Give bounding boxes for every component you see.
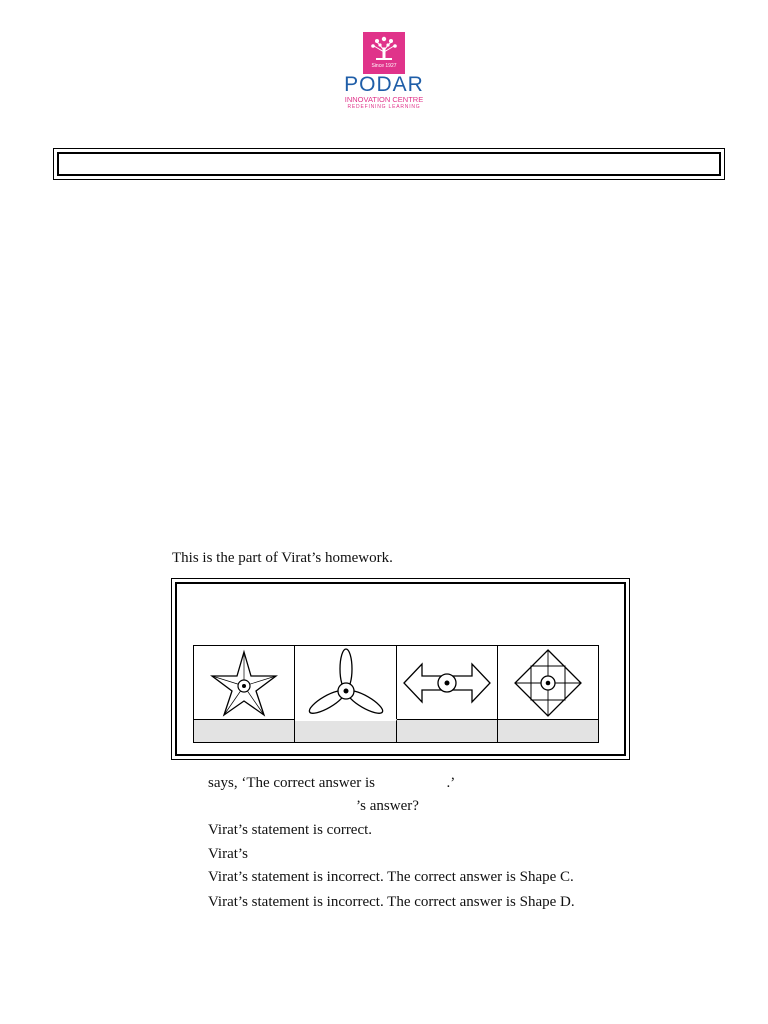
logo-name: PODAR xyxy=(344,73,424,96)
shape-label-b xyxy=(295,719,397,742)
answer-prompt: ’s answer? xyxy=(356,798,419,814)
shape-cell-a xyxy=(194,646,295,719)
shape-label-d xyxy=(498,719,598,742)
question-intro: This is the part of Virat’s homework. xyxy=(172,550,393,566)
tree-emblem-icon xyxy=(363,32,405,74)
school-logo xyxy=(0,28,768,114)
shape-cell-d xyxy=(498,646,598,719)
logo-subtitle: INNOVATION CENTRE xyxy=(344,95,424,104)
diamond-square-icon xyxy=(513,648,583,718)
shape-cell-b xyxy=(295,646,397,719)
option-2: Virat’s xyxy=(208,846,248,862)
shape-label-a xyxy=(194,719,295,742)
logo-since-text: Since 1927 xyxy=(371,63,397,69)
says-suffix: .’ xyxy=(446,775,456,791)
propeller-icon xyxy=(306,647,386,719)
says-prefix: says, ‘The correct answer is xyxy=(208,775,376,791)
option-4: Virat’s statement is incorrect. The correct answer is Shape D. xyxy=(208,894,575,910)
virat-says-line xyxy=(208,774,455,792)
option-3: Virat’s statement is incorrect. The correct answer is Shape C. xyxy=(208,869,574,885)
option-1: Virat’s statement is correct. xyxy=(208,822,373,838)
logo-tagline: REDEFINING LEARNING xyxy=(347,104,421,110)
worksheet-title-text xyxy=(57,152,721,176)
star-icon xyxy=(206,648,282,718)
shape-cell-c xyxy=(397,646,498,719)
worksheet-title-box xyxy=(53,148,725,180)
shape-table xyxy=(193,645,599,743)
double-arrow-icon xyxy=(402,658,492,708)
shape-label-c xyxy=(397,719,498,742)
